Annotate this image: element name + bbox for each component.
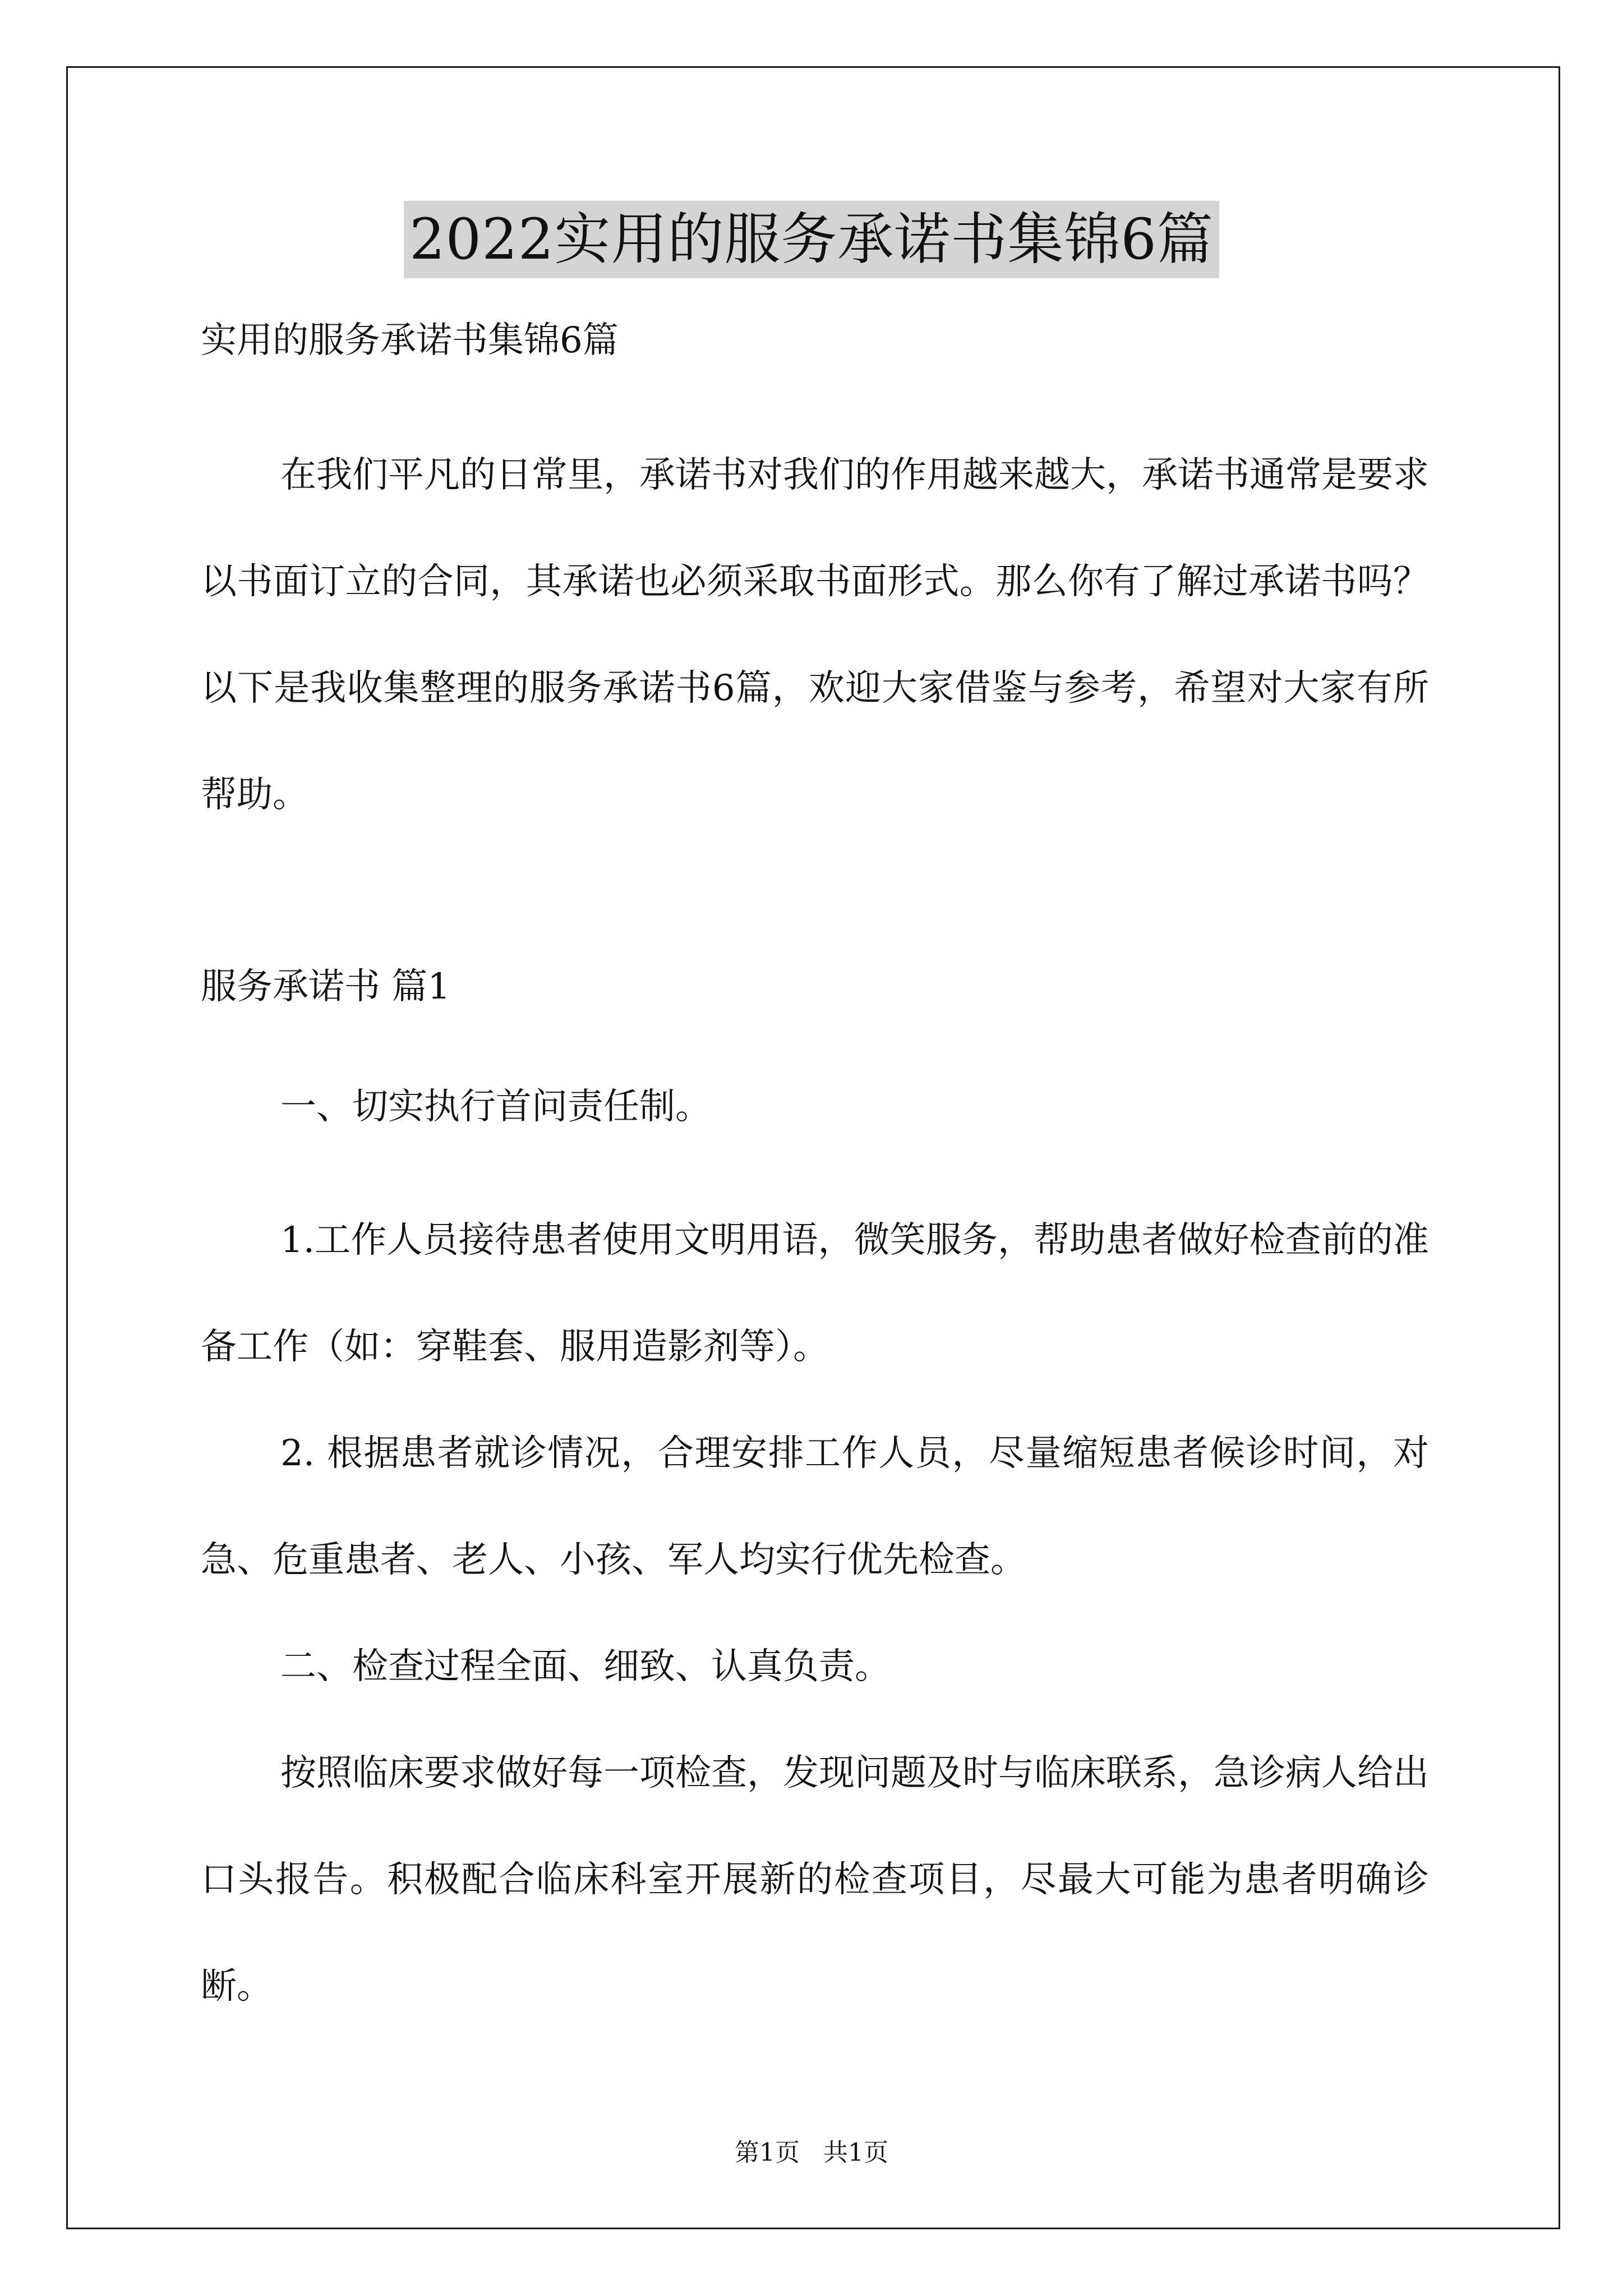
- document-title: 2022实用的服务承诺书集锦6篇: [404, 201, 1219, 278]
- item-paragraph: 2. 根据患者就诊情况，合理安排工作人员，尽量缩短患者候诊时间，对急、危重患者、老人、小孩、军人均实行优先检查。: [201, 1433, 1429, 1581]
- section-heading: 服务承诺书 篇1: [201, 966, 451, 1007]
- item-heading: 一、切实执行首问责任制。: [280, 1086, 711, 1128]
- page-number: 第1页: [735, 2138, 800, 2167]
- document-body: [201, 314, 1429, 2040]
- intro-paragraph: 在我们平凡的日常里，承诺书对我们的作用越来越大，承诺书通常是要求以书面订立的合同，其承诺也必须采取书面形式。那么你有了解过承诺书吗？以下是我收集整理的服务承诺书6篇，欢迎大家借鉴与参考，希望对大家有所帮助。: [201, 454, 1429, 816]
- page-footer: [0, 2136, 1623, 2170]
- item-paragraph: 按照临床要求做好每一项检查，发现问题及时与临床联系，急诊病人给出口头报告。积极配合临床科室开展新的检查项目，尽最大可能为患者明确诊断。: [201, 1752, 1429, 2007]
- item-paragraph: 1.工作人员接待患者使用文明用语，微笑服务，帮助患者做好检查前的准备工作（如：穿鞋套、服用造影剂等）。: [201, 1220, 1429, 1368]
- title-container: [0, 201, 1623, 278]
- document-subtitle: 实用的服务承诺书集锦6篇: [201, 320, 619, 361]
- item-heading: 二、检查过程全面、细致、认真负责。: [280, 1646, 891, 1687]
- page-total: 共1页: [823, 2138, 888, 2167]
